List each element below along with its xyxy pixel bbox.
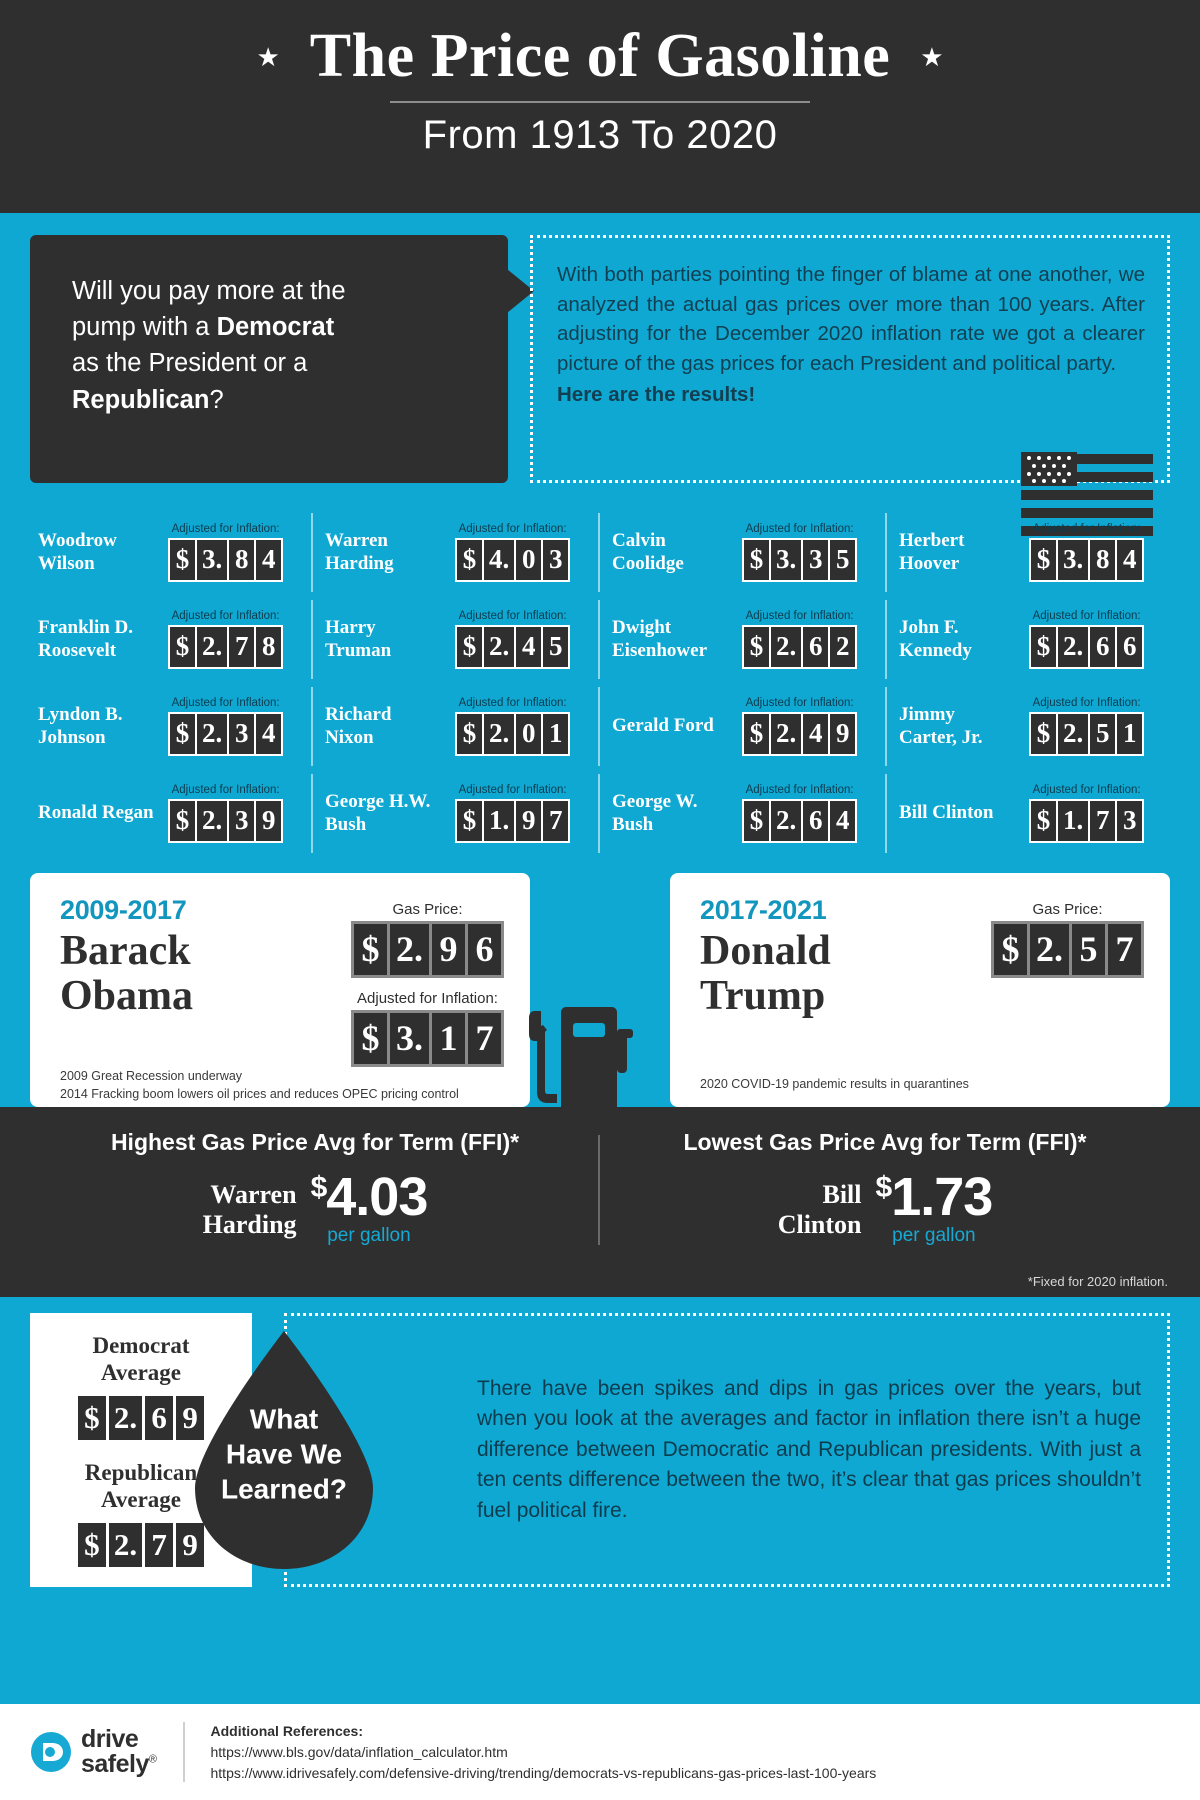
- intro-results-line: Here are the results!: [557, 382, 756, 406]
- intro-body: With both parties pointing the finger of blame at one another, we analyzed the actual gas prices over more than 100 years. After adjusting for the December 2020 inflation rate we got a clearer picture of the gas prices for each President and political party.: [557, 263, 1145, 376]
- obama-prices: [351, 895, 504, 1067]
- additional-references: [211, 1721, 877, 1784]
- odometer-digit: 4: [516, 627, 541, 667]
- odometer-digit: 3: [1117, 801, 1142, 841]
- price-label: Adjusted for Inflation:: [1032, 610, 1141, 622]
- president-cell: [887, 770, 1174, 857]
- president-cell: [600, 509, 887, 596]
- president-cell: [26, 509, 313, 596]
- reference-link-2[interactable]: https://www.idrivesafely.com/defensive-driving/trending/democrats-vs-republicans-gas-prices-last-100-years: [210, 1764, 877, 1781]
- president-cell: [313, 596, 600, 683]
- president-price-wrap: [742, 697, 857, 756]
- obama-name-line2: Obama: [60, 973, 194, 1020]
- president-price-wrap: [455, 697, 570, 756]
- intro-text-box: [530, 235, 1170, 483]
- democrat-title-line1: Democrat: [92, 1332, 190, 1358]
- question-line-1: Will you pay more at the: [72, 277, 346, 305]
- price-label: Adjusted for Inflation:: [745, 610, 854, 622]
- odometer-digit: 3: [803, 540, 828, 580]
- price-label: Adjusted for Inflation:: [171, 784, 280, 796]
- president-cell: [313, 509, 600, 596]
- president-name: John F. Kennedy: [899, 617, 972, 661]
- odometer-digit: 1: [1117, 714, 1142, 754]
- president-name: Harry Truman: [325, 617, 392, 661]
- president-name: Franklin D. Roosevelt: [38, 617, 134, 661]
- intro-section: [0, 213, 1200, 493]
- odometer-digit: 3: [229, 801, 254, 841]
- price-odometer: [168, 538, 283, 582]
- obama-card: [30, 873, 530, 1107]
- trump-notes: [700, 1075, 1144, 1093]
- price-odometer: [1029, 625, 1144, 669]
- highest-name-line2: Harding: [202, 1209, 297, 1239]
- odometer-digit: 2.: [484, 627, 514, 667]
- odometer-digit: 4.: [484, 540, 514, 580]
- obama-adjusted-price-odometer: [351, 1010, 504, 1067]
- price-label: Adjusted for Inflation:: [458, 697, 567, 709]
- lowest-dollar-sign: $: [875, 1171, 892, 1204]
- president-name: Ronald Regan: [38, 802, 154, 824]
- logo-wordmark: [81, 1727, 157, 1777]
- lowest-price: [875, 1167, 993, 1227]
- president-name: George W. Bush: [612, 791, 698, 835]
- price-odometer: [1029, 712, 1144, 756]
- president-cell: [887, 596, 1174, 683]
- odometer-digit: 2.: [1058, 714, 1088, 754]
- price-odometer: [742, 712, 857, 756]
- highest-dollar-sign: $: [310, 1171, 327, 1204]
- learned-line3: Learned?: [220, 1473, 348, 1505]
- highest-price-column: [30, 1129, 600, 1247]
- odometer-digit: 4: [1117, 540, 1142, 580]
- odometer-digit: 7: [1108, 924, 1141, 975]
- president-name: Warren Harding: [325, 530, 394, 574]
- odometer-digit: 8: [229, 540, 254, 580]
- highest-name-line1: Warren: [210, 1179, 297, 1209]
- page-title: The Price of Gasoline: [309, 22, 891, 90]
- odometer-digit: 2.: [109, 1396, 142, 1440]
- obama-adjusted-price-group: [351, 990, 504, 1067]
- odometer-digit: 2.: [390, 924, 429, 975]
- odometer-digit: 1: [432, 1013, 465, 1064]
- price-label: Adjusted for Inflation:: [171, 697, 280, 709]
- president-price-wrap: [168, 697, 283, 756]
- president-price-wrap: [1029, 523, 1144, 582]
- president-name: Gerald Ford: [612, 715, 714, 737]
- odometer-digit: 2.: [197, 714, 227, 754]
- brand-logo[interactable]: [30, 1727, 157, 1777]
- header: [0, 0, 1200, 213]
- president-cell: [26, 596, 313, 683]
- lowest-president-name: [778, 1180, 862, 1240]
- odometer-digit: $: [744, 714, 769, 754]
- star-icon-right: ★: [920, 41, 944, 72]
- odometer-digit: 2.: [484, 714, 514, 754]
- price-odometer: [742, 799, 857, 843]
- president-price-wrap: [742, 610, 857, 669]
- odometer-digit: 4: [830, 801, 855, 841]
- gas-pump-icon: [521, 989, 641, 1129]
- summary-section: [0, 1297, 1200, 1597]
- president-name: Calvin Coolidge: [612, 530, 684, 574]
- odometer-digit: 6: [1090, 627, 1115, 667]
- odometer-digit: $: [170, 714, 195, 754]
- odometer-digit: 5: [543, 627, 568, 667]
- obama-notes: [60, 1067, 504, 1103]
- president-price-wrap: [168, 523, 283, 582]
- odometer-digit: 2.: [771, 801, 801, 841]
- president-name: Herbert Hoover: [899, 530, 965, 574]
- drive-safely-logo-icon: [30, 1731, 72, 1773]
- odometer-digit: 4: [256, 714, 281, 754]
- president-price-wrap: [742, 523, 857, 582]
- obama-adjusted-label: Adjusted for Inflation:: [357, 990, 498, 1007]
- lowest-amount: 1.73: [891, 1167, 993, 1227]
- odometer-digit: $: [744, 627, 769, 667]
- trump-years: 2017-2021: [700, 895, 827, 925]
- president-cell: [313, 683, 600, 770]
- president-cell: [26, 683, 313, 770]
- president-name: Lyndon B. Johnson: [38, 704, 123, 748]
- president-name: Richard Nixon: [325, 704, 392, 748]
- lowest-price-column: [600, 1129, 1170, 1247]
- odometer-digit: 7: [468, 1013, 501, 1064]
- odometer-digit: $: [1031, 627, 1056, 667]
- president-cell: [313, 770, 600, 857]
- odometer-digit: 7: [229, 627, 254, 667]
- lowest-unit: per gallon: [892, 1225, 976, 1247]
- trump-card: [670, 873, 1170, 1107]
- odometer-digit: 2.: [1030, 924, 1069, 975]
- price-label: Adjusted for Inflation:: [171, 523, 280, 535]
- what-learned-body: There have been spikes and dips in gas prices over the years, but when you look at the averages and factor in inflation there isn’t a huge difference between Democratic and Republican presidents. With just a ten cents difference between the two, it’s clear that gas prices shouldn’t fuel political fire.: [477, 1376, 1141, 1522]
- obama-years: 2009-2017: [60, 895, 187, 925]
- odometer-digit: 8: [1090, 540, 1115, 580]
- odometer-digit: 3: [543, 540, 568, 580]
- president-price-wrap: [455, 610, 570, 669]
- highest-unit: per gallon: [327, 1225, 411, 1247]
- lowest-price-block: [875, 1167, 993, 1247]
- odometer-digit: 7: [1090, 801, 1115, 841]
- learned-line2: Have We: [225, 1438, 343, 1470]
- president-name: Bill Clinton: [899, 802, 994, 824]
- highest-price-block: [310, 1167, 428, 1247]
- republican-title-line1: Republican: [84, 1460, 198, 1485]
- odometer-digit: 5: [1090, 714, 1115, 754]
- references-title: Additional References:: [210, 1722, 363, 1739]
- president-price-wrap: [455, 523, 570, 582]
- odometer-digit: $: [457, 540, 482, 580]
- odometer-digit: $: [744, 801, 769, 841]
- price-label: Adjusted for Inflation:: [745, 697, 854, 709]
- odometer-digit: $: [1031, 540, 1056, 580]
- odometer-digit: $: [457, 801, 482, 841]
- price-odometer: [742, 625, 857, 669]
- what-learned-label: [159, 1402, 409, 1507]
- odometer-digit: 4: [803, 714, 828, 754]
- odometer-digit: $: [170, 540, 195, 580]
- price-label: Adjusted for Inflation:: [745, 523, 854, 535]
- president-price-wrap: [455, 784, 570, 843]
- odometer-digit: 2.: [197, 801, 227, 841]
- learned-line1: What: [249, 1403, 319, 1435]
- footer-divider: [183, 1722, 185, 1782]
- president-cell: [887, 683, 1174, 770]
- price-label: Adjusted for Inflation:: [458, 523, 567, 535]
- price-label: Adjusted for Inflation:: [1032, 523, 1141, 535]
- obama-gas-label: Gas Price:: [392, 901, 463, 918]
- odometer-digit: $: [457, 714, 482, 754]
- president-price-wrap: [168, 610, 283, 669]
- price-odometer: [455, 712, 570, 756]
- president-name: Dwight Eisenhower: [612, 617, 707, 661]
- lowest-name-line1: Bill: [822, 1179, 862, 1209]
- price-label: Adjusted for Inflation:: [171, 610, 280, 622]
- trump-name-line2: Trump: [700, 973, 826, 1020]
- president-price-wrap: [168, 784, 283, 843]
- odometer-digit: $: [457, 627, 482, 667]
- trump-name-line1: Donald: [700, 928, 831, 974]
- logo-safely-text: [81, 1752, 157, 1777]
- price-label: Adjusted for Inflation:: [458, 784, 567, 796]
- trump-card-main: [700, 895, 1144, 1020]
- trump-gas-price-odometer: [991, 921, 1144, 978]
- question-line-2-text: pump with a: [72, 313, 217, 342]
- odometer-digit: $: [994, 924, 1027, 975]
- odometer-digit: 3: [229, 714, 254, 754]
- president-name: George H.W. Bush: [325, 791, 431, 835]
- price-odometer: [168, 625, 283, 669]
- odometer-digit: $: [170, 801, 195, 841]
- odometer-digit: 5: [830, 540, 855, 580]
- inflation-footnote: *Fixed for 2020 inflation.: [1027, 1274, 1168, 1289]
- odometer-digit: 0: [516, 540, 541, 580]
- star-icon-left: ★: [256, 41, 280, 72]
- president-cell: [26, 770, 313, 857]
- price-label: Adjusted for Inflation:: [1032, 784, 1141, 796]
- odometer-digit: $: [170, 627, 195, 667]
- trump-prices: [991, 895, 1144, 978]
- price-odometer: [168, 799, 283, 843]
- title-row: [0, 24, 1200, 89]
- odometer-digit: 9: [176, 1396, 204, 1440]
- odometer-digit: $: [354, 1013, 387, 1064]
- question-line-4: [72, 382, 474, 418]
- lowest-name-line2: Clinton: [777, 1209, 862, 1239]
- highest-price: [310, 1167, 428, 1227]
- odometer-digit: 1: [543, 714, 568, 754]
- price-label: Adjusted for Inflation:: [1032, 697, 1141, 709]
- logo-registered-mark: ®: [148, 1753, 157, 1766]
- highest-row: [30, 1167, 600, 1247]
- odometer-digit: 7: [543, 801, 568, 841]
- lowest-row: [600, 1167, 1170, 1247]
- modern-presidents-section: [0, 865, 1200, 1107]
- price-odometer: [1029, 538, 1144, 582]
- odometer-digit: 2.: [109, 1523, 142, 1567]
- obama-identity: [60, 895, 351, 1020]
- price-label: Adjusted for Inflation:: [458, 610, 567, 622]
- odometer-digit: $: [1031, 714, 1056, 754]
- odometer-digit: 2.: [771, 714, 801, 754]
- president-cell: [887, 509, 1174, 596]
- trump-name: [700, 929, 991, 1020]
- odometer-digit: 6: [803, 801, 828, 841]
- odometer-digit: 6: [145, 1396, 173, 1440]
- odometer-digit: 2.: [771, 627, 801, 667]
- odometer-digit: 9: [432, 924, 465, 975]
- president-cell: [600, 596, 887, 683]
- price-odometer: [455, 538, 570, 582]
- odometer-digit: 9: [830, 714, 855, 754]
- obama-card-main: [60, 895, 504, 1067]
- odometer-digit: 9: [256, 801, 281, 841]
- president-cell: [600, 770, 887, 857]
- high-low-row: [30, 1129, 1170, 1247]
- highest-president-name: [203, 1180, 297, 1240]
- logo-safely-word: safely: [81, 1750, 149, 1778]
- highest-amount: 4.03: [326, 1167, 428, 1227]
- odometer-digit: 2.: [1058, 627, 1088, 667]
- question-republican: Republican: [72, 385, 210, 414]
- lowest-title: Lowest Gas Price Avg for Term (FFI)*: [683, 1129, 1087, 1155]
- odometer-digit: 8: [256, 627, 281, 667]
- question-line-3: as the President or a: [72, 349, 308, 378]
- odometer-digit: $: [354, 924, 387, 975]
- president-price-wrap: [1029, 784, 1144, 843]
- republican-title-line2: Average: [100, 1487, 182, 1513]
- high-low-section: [0, 1107, 1200, 1297]
- odometer-digit: $: [78, 1523, 106, 1567]
- trump-gas-label: Gas Price:: [1032, 901, 1103, 918]
- president-price-wrap: [742, 784, 857, 843]
- odometer-digit: 5: [1072, 924, 1105, 975]
- president-name: Jimmy Carter, Jr.: [899, 704, 983, 748]
- odometer-digit: 1.: [484, 801, 514, 841]
- obama-note-1: 2009 Great Recession underway: [60, 1069, 243, 1083]
- reference-link-1[interactable]: https://www.bls.gov/data/inflation_calculator.htm: [210, 1743, 508, 1760]
- trump-identity: [700, 895, 991, 1020]
- president-price-wrap: [1029, 697, 1144, 756]
- obama-gas-price-group: [351, 901, 504, 978]
- title-divider: [390, 101, 810, 103]
- odometer-digit: $: [744, 540, 769, 580]
- obama-name-line1: Barack: [60, 928, 191, 974]
- odometer-digit: $: [78, 1396, 106, 1440]
- president-cell: [600, 683, 887, 770]
- price-odometer: [455, 799, 570, 843]
- obama-note-2: 2014 Fracking boom lowers oil prices and reduces OPEC pricing control: [60, 1087, 459, 1102]
- democrat-title-line2: Average: [100, 1359, 182, 1385]
- odometer-digit: 6: [468, 924, 501, 975]
- odometer-digit: 9: [176, 1523, 204, 1567]
- odometer-digit: 3.: [1058, 540, 1088, 580]
- odometer-digit: 3.: [390, 1013, 429, 1064]
- president-price-wrap: [1029, 610, 1144, 669]
- odometer-digit: 2.: [197, 627, 227, 667]
- odometer-digit: 4: [256, 540, 281, 580]
- odometer-digit: 0: [516, 714, 541, 754]
- odometer-digit: 9: [516, 801, 541, 841]
- odometer-digit: 3.: [197, 540, 227, 580]
- logo-drive-text: drive: [81, 1725, 139, 1753]
- question-line-2: [72, 309, 474, 345]
- odometer-digit: 1.: [1058, 801, 1088, 841]
- question-democrat: Democrat: [216, 313, 335, 342]
- footer: [0, 1704, 1200, 1800]
- odometer-digit: 3.: [771, 540, 801, 580]
- price-label: Adjusted for Inflation:: [745, 784, 854, 796]
- odometer-digit: $: [1031, 801, 1056, 841]
- president-grid: [0, 493, 1200, 865]
- price-odometer: [742, 538, 857, 582]
- odometer-digit: 6: [1117, 627, 1142, 667]
- odometer-digit: 6: [803, 627, 828, 667]
- odometer-digit: 7: [145, 1523, 173, 1567]
- price-odometer: [455, 625, 570, 669]
- highest-title: Highest Gas Price Avg for Term (FFI)*: [110, 1129, 520, 1155]
- president-name: Woodrow Wilson: [38, 530, 117, 574]
- question-callout: [30, 235, 508, 483]
- question-mark: ?: [209, 385, 224, 414]
- obama-gas-price-odometer: [351, 921, 504, 978]
- price-odometer: [168, 712, 283, 756]
- trump-note-1: 2020 COVID-19 pandemic results in quarantines: [700, 1076, 969, 1091]
- odometer-digit: 2: [830, 627, 855, 667]
- page-subtitle: From 1913 To 2020: [422, 113, 778, 158]
- price-odometer: [1029, 799, 1144, 843]
- obama-name: [60, 929, 351, 1020]
- what-learned-box: [220, 1313, 1170, 1587]
- trump-gas-price-group: [991, 901, 1144, 978]
